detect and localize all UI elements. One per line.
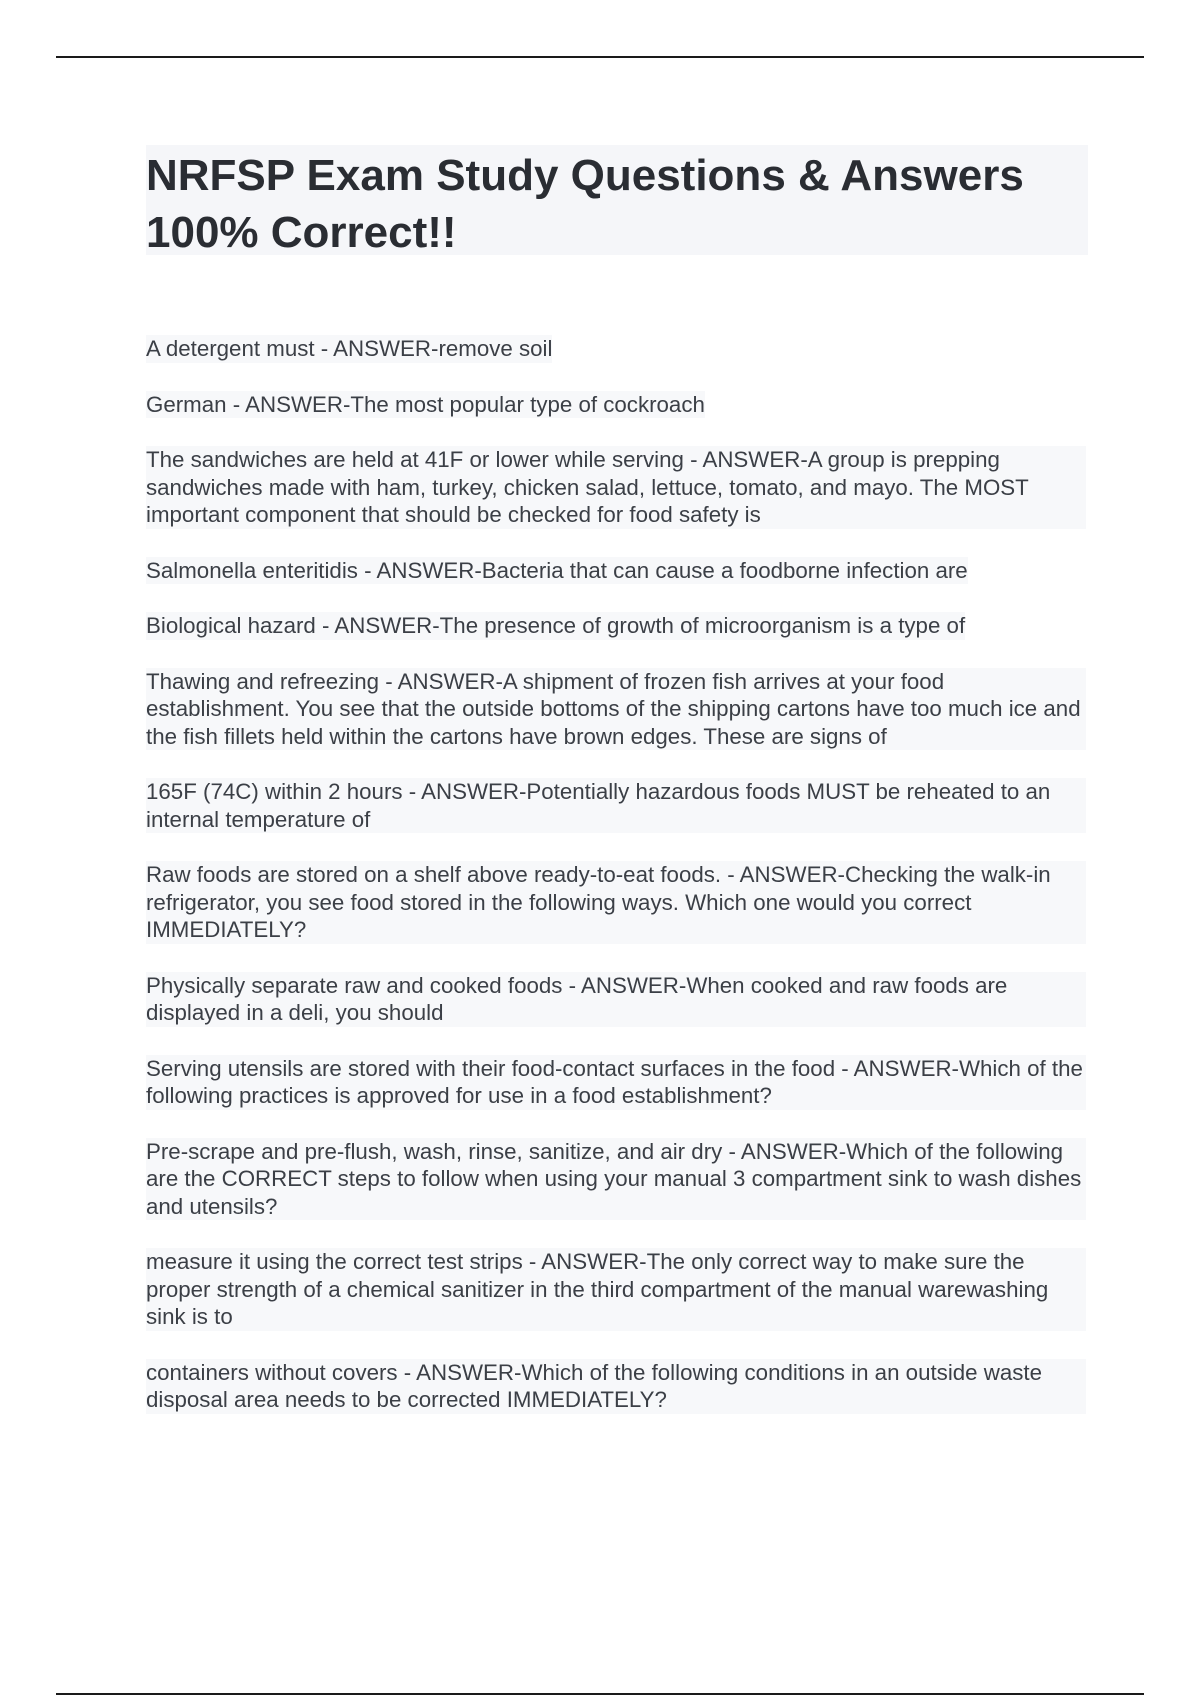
qa-item: The sandwiches are held at 41F or lower while serving - ANSWER-A group is prepping sandwiches made with ham, turkey, chicken salad, lettuce, tomato, and mayo. The MOST important component that should be checked for food safety is	[146, 446, 1086, 529]
qa-item: containers without covers - ANSWER-Which of the following conditions in an outside waste disposal area needs to be corrected IMMEDIATELY?	[146, 1359, 1086, 1414]
qa-item: Thawing and refreezing - ANSWER-A shipment of frozen fish arrives at your food establishment. You see that the outside bottoms of the shipping cartons have too much ice and the fish fillets held within the cartons have brown edges. These are signs of	[146, 668, 1086, 751]
qa-item: Biological hazard - ANSWER-The presence of growth of microorganism is a type of	[146, 613, 966, 638]
qa-item: 165F (74C) within 2 hours - ANSWER-Potentially hazardous foods MUST be reheated to an internal temperature of	[146, 778, 1086, 833]
qa-item: Salmonella enteritidis - ANSWER-Bacteria that can cause a foodborne infection are	[146, 557, 968, 583]
document-title: NRFSP Exam Study Questions & Answers 100% Correct!!	[146, 151, 1024, 257]
qa-item: measure it using the correct test strips - ANSWER-The only correct way to make sure the proper strength of a chemical sanitizer in the third compartment of the manual warewashing sink is to	[146, 1248, 1086, 1331]
qa-item: Physically separate raw and cooked foods - ANSWER-When cooked and raw foods are displayed in a deli, you should	[146, 972, 1086, 1027]
qa-item: Pre-scrape and pre-flush, wash, rinse, sanitize, and air dry - ANSWER-Which of the following are the CORRECT steps to follow when using your manual 3 compartment sink to wash dishes and utensils?	[146, 1138, 1086, 1221]
qa-list	[146, 335, 1086, 1442]
qa-item: Serving utensils are stored with their food-contact surfaces in the food - ANSWER-Which of the following practices is approved for use in a food establishment?	[146, 1055, 1086, 1110]
qa-item: A detergent must - ANSWER-remove soil	[146, 336, 553, 361]
bottom-rule	[56, 1693, 1144, 1695]
qa-item: Raw foods are stored on a shelf above ready-to-eat foods. - ANSWER-Checking the walk-in refrigerator, you see food stored in the following ways. Which one would you correct IMMEDIATELY?	[146, 861, 1086, 944]
qa-item: German - ANSWER-The most popular type of cockroach	[146, 391, 705, 417]
top-rule	[56, 56, 1144, 58]
